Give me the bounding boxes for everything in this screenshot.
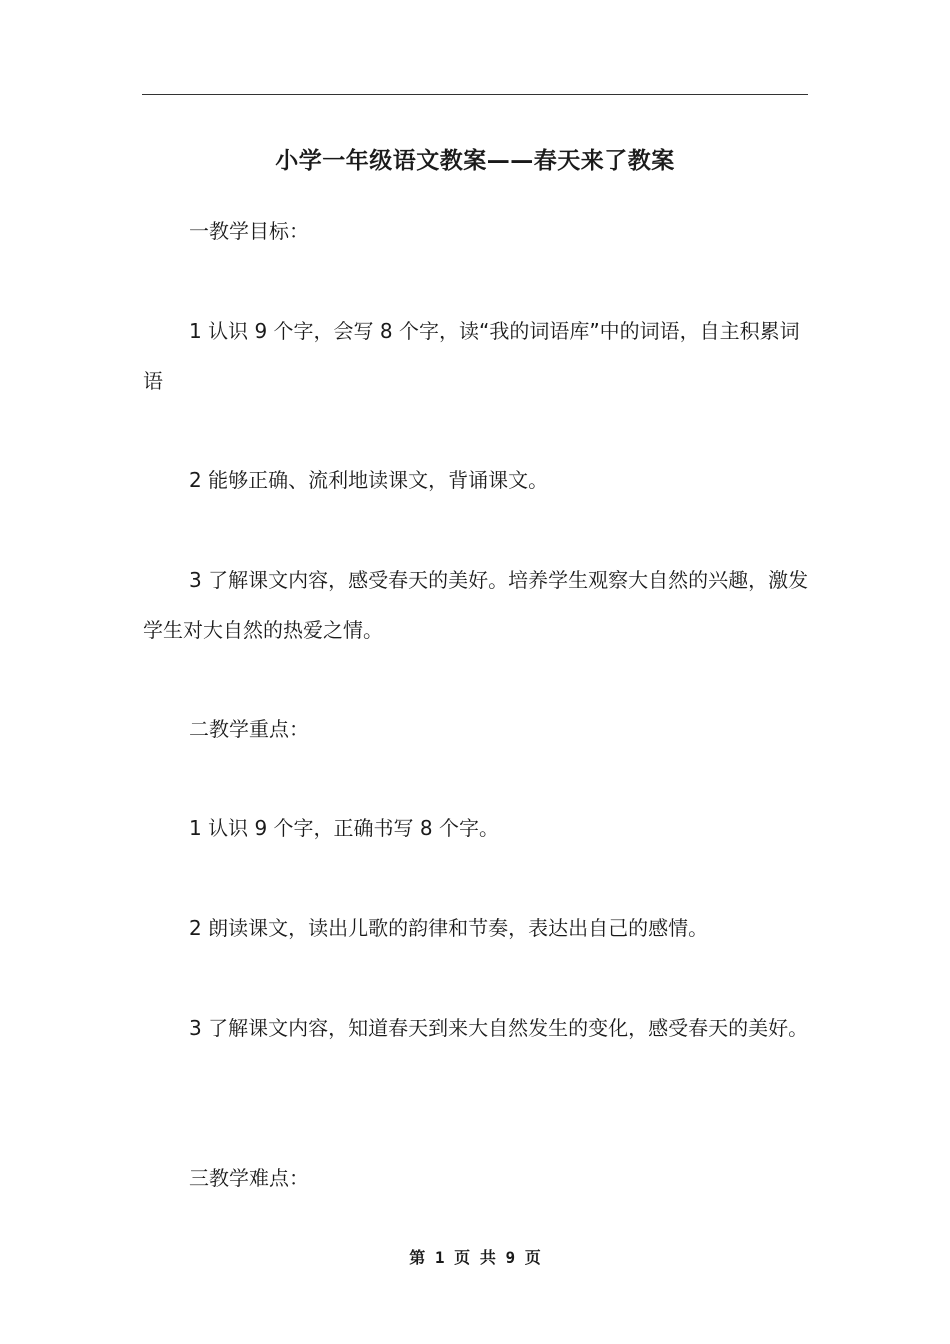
section-heading-goals: 一教学目标： bbox=[189, 219, 309, 243]
paragraph-goal-3: 3 了解课文内容，感受春天的美好。培养学生观察大自然的兴趣，激发学生对大自然的热爱之情。 bbox=[143, 568, 809, 642]
paragraph-key-point-2: 2 朗读课文，读出儿歌的韵律和节奏，表达出自己的感情。 bbox=[189, 916, 709, 940]
page-number: 第 1 页 共 9 页 bbox=[409, 1248, 541, 1267]
document-title: 小学一年级语文教案——春天来了教案 bbox=[275, 148, 675, 174]
section-heading-key-points: 二教学重点： bbox=[189, 717, 309, 741]
header-rule bbox=[142, 94, 808, 95]
paragraph-goal-1: 1 认识 9 个字，会写 8 个字，读“我的词语库”中的词语，自主积累词语 bbox=[143, 319, 800, 393]
paragraph-key-point-1: 1 认识 9 个字，正确书写 8 个字。 bbox=[189, 816, 499, 840]
section-heading-difficulties: 三教学难点： bbox=[189, 1166, 309, 1190]
paragraph-goal-2: 2 能够正确、流利地读课文，背诵课文。 bbox=[189, 468, 549, 492]
paragraph-key-point-3: 3 了解课文内容，知道春天到来大自然发生的变化，感受春天的美好。 bbox=[189, 1016, 809, 1040]
